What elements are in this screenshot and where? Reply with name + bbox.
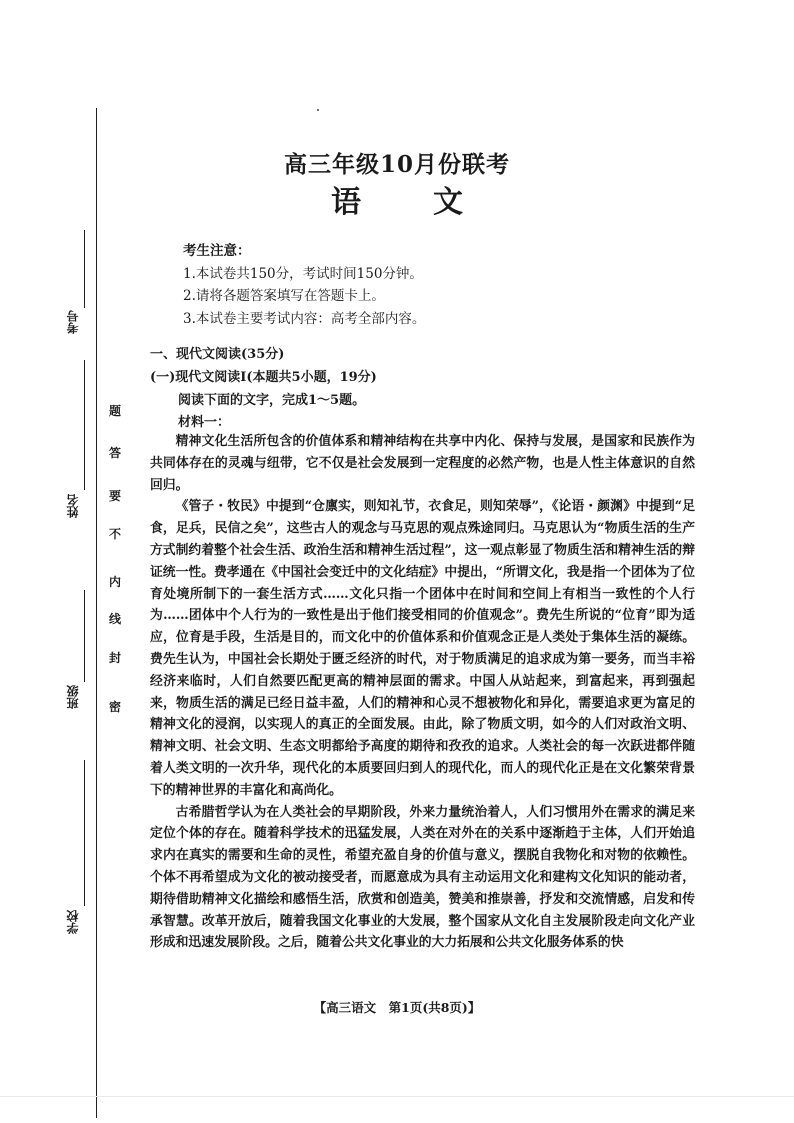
exam-title: 高三年级10月份联考	[283, 151, 510, 178]
material-label: 材料一：	[178, 415, 231, 430]
name-label: 姓名	[66, 494, 80, 518]
subsection-heading: (一)现代文阅读Ⅰ(本题共5小题，19分)	[150, 370, 377, 385]
page-footer: 【高三语文 第1页(共8页)】	[313, 1000, 481, 1015]
reading-instruction: 阅读下面的文字，完成1～5题。	[178, 393, 366, 408]
exam-number-label: 考号	[66, 310, 80, 334]
candidate-notice	[183, 240, 425, 330]
seal-char: 内	[108, 575, 121, 589]
class-field	[62, 590, 86, 750]
notice-item: 3.本试卷主要考试内容：高考全部内容。	[183, 310, 426, 327]
school-underline	[84, 760, 85, 906]
name-underline	[84, 360, 85, 490]
paragraph: 《管子・牧民》中提到“仓廪实，则知礼节，衣食足，则知荣辱”，《论语・颜渊》中提到“足食，足兵，民信之矣”，这些古人的观念与马克思的观点殊途同归。马克思认为“物质生活的生产方式制约着整个社会生活、政治生活和精神生活过程”，这一观点彰显了物质生活和精神生活的辩证统一性。费孝通在《中国社会变迁中的文化结症》中提出，“所谓文化，我是指一个团体为了位育处境所制下的一套生活方式……文化只指一个团体中在时间和空间上有相当一致性的个人行为……团体中个人行为的一致性是出于他们接受相同的价值观念”。费先生所说的“位育”即为适应，位育是手段，生活是目的，而文化中的价值体系和价值观念正是人类处于集体生活的凝练。费先生认为，中国社会长期处于匮乏经济的时代，对于物质满足的追求成为第一要务，而当丰裕经济来临时，人们自然要匹配更高的精神层面的需求。中国人从站起来，到富起来，再到强起来，物质生活的满足已经日益丰盈，人们的精神和心灵不想被物化和异化，需要追求更为富足的精神文化的浸润，以实现人的真正的全面发展。由此，除了物质文明，如今的人们对政治文明、精神文明、社会文明、生态文明都给予高度的期待和孜孜的追求。人类社会的每一次跃进都伴随着人类文明的一次升华，现代化的本质要回归到人的现代化，而人的现代化正是在文化繁荣背景下的精神世界的丰富化和高尚化。	[150, 499, 695, 798]
seal-char: 线	[108, 612, 121, 626]
subject-title: 语文	[331, 185, 535, 220]
seal-char: 不	[108, 527, 121, 541]
school-field	[62, 760, 86, 960]
passage-body	[150, 431, 695, 954]
paragraph: 精神文化生活所包含的价值体系和精神结构在共享中内化、保持与发展，是国家和民族作为共同体存在的灵魂与纽带，它不仅是社会发展到一定程度的必然产物，也是人性主体意识的自然回归。	[150, 434, 695, 493]
scan-speck	[317, 109, 319, 111]
class-label: 班级	[66, 685, 80, 709]
notice-title: 考生注意：	[183, 243, 251, 259]
school-label: 学校	[66, 910, 80, 934]
section-heading: 一、现代文阅读(35分)	[150, 347, 285, 362]
notice-item: 2.请将各题答案填写在答题卡上。	[183, 288, 385, 304]
seal-char: 答	[108, 446, 121, 460]
paragraph: 古希腊哲学认为在人类社会的早期阶段，外来力量统治着人，人们习惯用外在需求的满足来定位个体的存在。随着科学技术的迅猛发展，人类在对外在的关系中逐渐趋于主体，人们开始追求内在真实的需要和生命的灵性，希望充盈自身的价值与意义，摆脱自我物化和对物的依赖性。个体不再希望成为文化的被动接受者，而愿意成为具有主动运用文化和建构文化知识的能动者，期待借助精神文化描绘和感悟生活，欣赏和创造美，赞美和推崇善，抒发和交流情感，启发和传承智慧。改革开放后，随着我国文化事业的大发展，整个国家从文化自主发展阶段走向文化产业形成和迅速发展阶段。之后，随着公共文化事业的大力拓展和公共文化服务体系的快	[150, 804, 695, 951]
seal-char: 封	[108, 651, 121, 665]
exam-number-underline	[84, 230, 85, 308]
name-field	[62, 360, 86, 540]
notice-item: 1.本试卷共150分，考试时间150分钟。	[183, 265, 423, 282]
seal-char: 密	[108, 700, 121, 714]
seal-char: 题	[108, 404, 121, 418]
binding-line	[96, 108, 97, 1118]
scan-edge	[0, 1096, 794, 1097]
class-underline	[84, 590, 85, 682]
seal-char: 要	[108, 489, 121, 503]
